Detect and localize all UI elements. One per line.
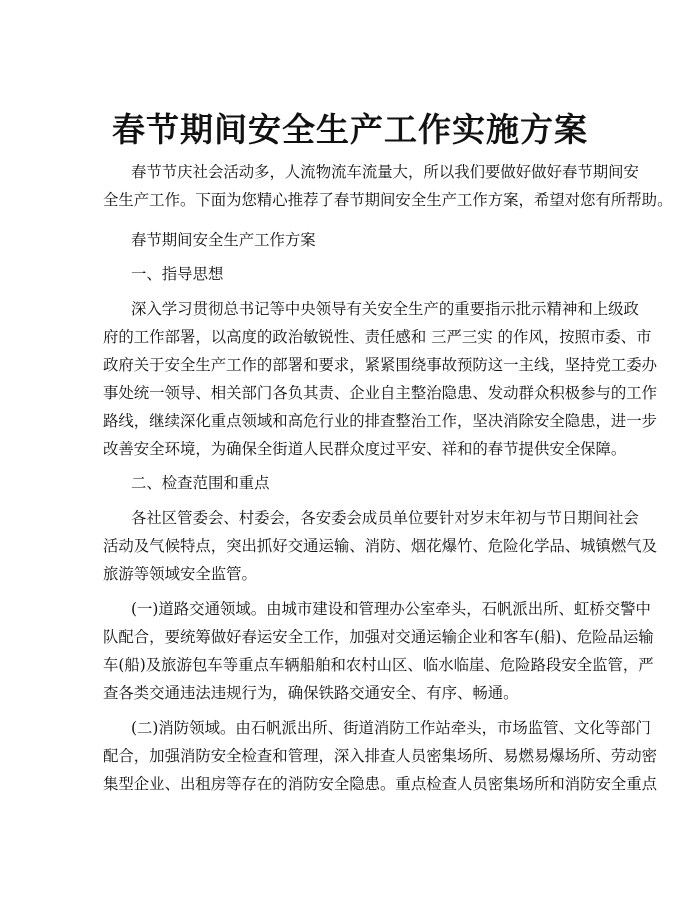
paragraph-line: 政府关于安全生产工作的部署和要求，紧紧围绕事故预防这一主线，坚持党工委办 (103, 356, 658, 374)
paragraph-line: (二)消防领域。由石帆派出所、街道消防工作站牵头，市场监管、文化等部门 (131, 719, 651, 737)
paragraph-line: (一)道路交通领域。由城市建设和管理办公室牵头，石帆派出所、虹桥交警中 (131, 600, 651, 618)
section-heading: 一、指导思想 (131, 265, 224, 283)
plan-title: 春节期间安全生产工作方案 (131, 231, 316, 249)
paragraph-line: 队配合，要统筹做好春运安全工作，加强对交通运输企业和客车(船)、危险品运输 (103, 628, 654, 646)
paragraph-line: 活动及气候特点，突出抓好交通运输、消防、烟花爆竹、危险化学品、城镇燃气及 (103, 537, 658, 555)
paragraph-line: 旅游等领域安全监管。 (103, 565, 257, 583)
paragraph-line: 查各类交通违法违规行为，确保铁路交通安全、有序、畅通。 (103, 684, 519, 702)
paragraph-line: 事处统一领导、相关部门各负其责、企业自主整治隐患、发动群众积极参与的工作 (103, 384, 658, 402)
paragraph-line: 车(船)及旅游包车等重点车辆船舶和农村山区、临水临崖、危险路段安全监管，严 (103, 656, 654, 674)
intro-line: 全生产工作。下面为您精心推荐了春节期间安全生产工作方案，希望对您有所帮助。 (103, 191, 673, 209)
paragraph-line: 改善安全环境，为确保全街道人民群众度过平安、祥和的春节提供安全保障。 (103, 440, 627, 458)
paragraph-line: 配合，加强消防安全检查和管理，深入排查人员密集场所、易燃易爆场所、劳动密 (103, 747, 658, 765)
section-heading: 二、检查范围和重点 (131, 474, 270, 492)
paragraph-line: 路线，继续深化重点领域和高危行业的排查整治工作，坚决消除安全隐患，进一步 (103, 412, 658, 430)
document-title: 春节期间安全生产工作实施方案 (112, 110, 588, 149)
paragraph-line: 府的工作部署，以高度的政治敏锐性、责任感和 三严三实 的作风，按照市委、市 (103, 328, 652, 346)
paragraph-line: 集型企业、出租房等存在的消防安全隐患。重点检查人员密集场所和消防安全重点 (103, 775, 658, 793)
paragraph-line: 各社区管委会、村委会，各安委会成员单位要针对岁末年初与节日期间社会 (131, 509, 639, 527)
intro-line: 春节节庆社会活动多，人流物流车流量大，所以我们要做好做好春节期间安 (131, 163, 639, 181)
paragraph-line: 深入学习贯彻总书记等中央领导有关安全生产的重要指示批示精神和上级政 (131, 300, 639, 318)
